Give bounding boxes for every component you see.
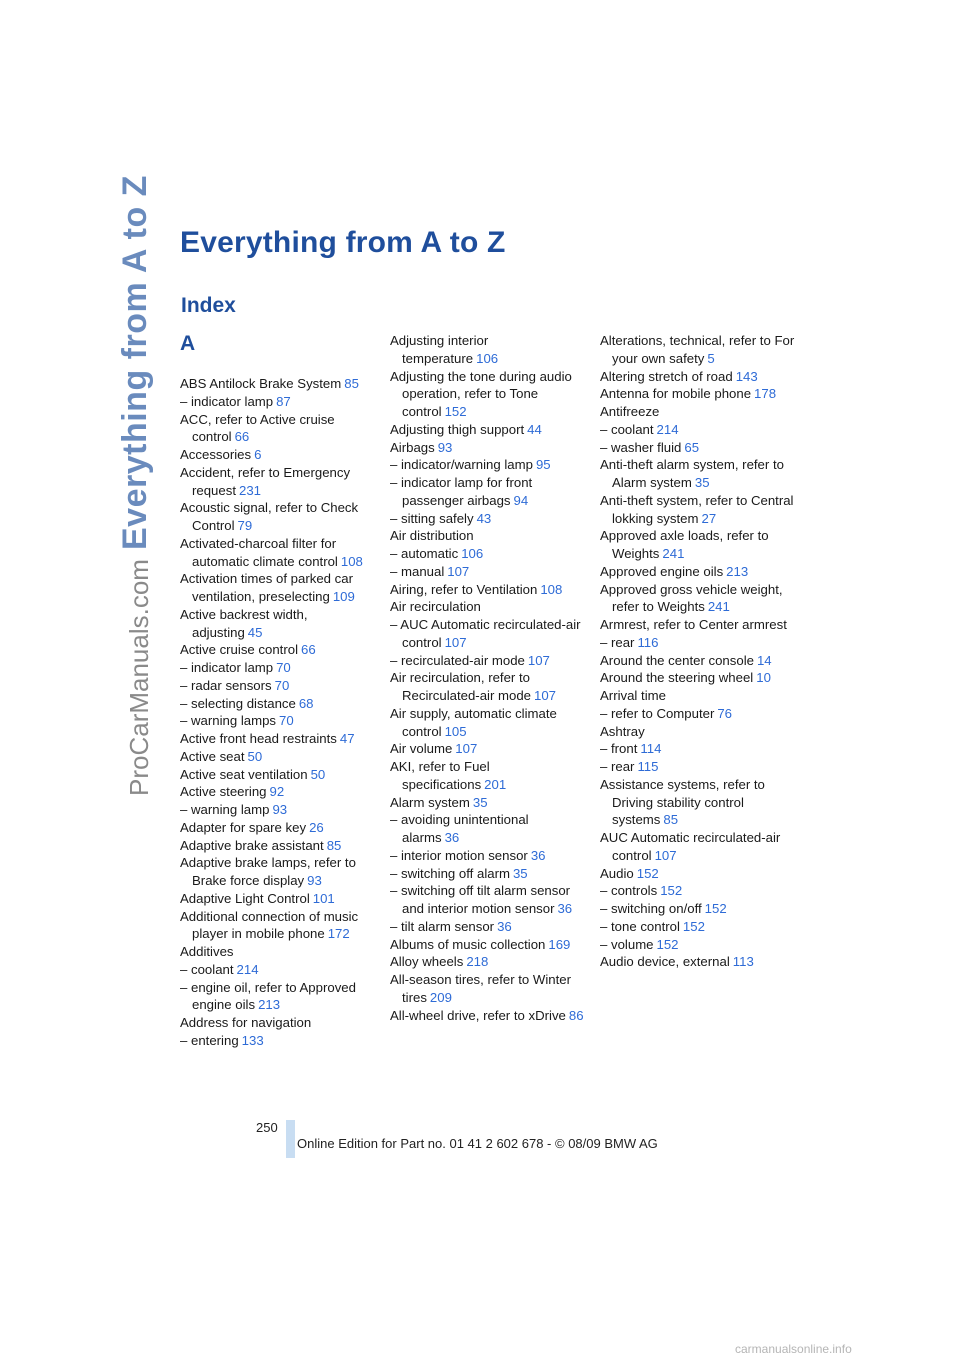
index-entry-text: Air recirculation xyxy=(390,599,481,615)
index-entry-text: – tilt alarm sensor xyxy=(390,918,495,934)
index-page-link[interactable]: 152 xyxy=(656,936,679,952)
index-page-link[interactable]: 65 xyxy=(684,439,700,455)
index-page-link[interactable]: 116 xyxy=(637,634,659,650)
index-entry-text: Active front head restraints xyxy=(180,731,337,746)
index-page-link[interactable]: 105 xyxy=(444,723,467,739)
index-entry xyxy=(180,890,375,908)
index-entry-text: Activation times of parked car ventilation, preselecting xyxy=(180,571,353,604)
index-entry-text: – rear xyxy=(600,759,635,774)
index-entry xyxy=(180,748,375,766)
index-entry xyxy=(180,641,375,659)
index-entry xyxy=(600,900,795,918)
index-page-link[interactable]: 241 xyxy=(662,546,685,561)
index-entry-text: Active backrest width, adjusting xyxy=(180,606,308,640)
index-entry xyxy=(600,581,795,617)
index-page-link[interactable]: 169 xyxy=(548,936,571,952)
index-entry xyxy=(180,1032,375,1050)
index-entry xyxy=(180,499,375,535)
index-entry-text: Arrival time xyxy=(600,688,666,703)
index-page-link[interactable]: 106 xyxy=(461,546,484,561)
index-entry xyxy=(180,908,375,944)
index-entry-text: Active seat ventilation xyxy=(180,766,308,782)
index-page-link[interactable]: 201 xyxy=(484,776,507,792)
index-entry-text: Active steering xyxy=(180,784,267,800)
index-page-link[interactable]: 66 xyxy=(234,429,250,445)
index-page-link[interactable]: 152 xyxy=(444,404,467,419)
index-page-link[interactable]: 44 xyxy=(527,421,542,437)
index-entry xyxy=(600,492,795,528)
index-page-link[interactable]: 109 xyxy=(332,589,355,604)
page-title: Everything from A to Z xyxy=(180,226,506,259)
footer-edition-note: Online Edition for Part no. 01 41 2 602 678 - © 08/09 BMW AG xyxy=(297,1136,658,1151)
index-entry xyxy=(390,332,585,368)
index-page-link[interactable]: 14 xyxy=(756,652,772,668)
index-entry-text: – engine oil, refer to Approved engine oils xyxy=(180,979,356,1013)
index-page-link[interactable]: 50 xyxy=(247,748,263,764)
index-entry-text: Around the steering wheel xyxy=(600,670,754,686)
index-page-link[interactable]: 143 xyxy=(735,368,758,384)
index-entry xyxy=(180,659,375,677)
index-entry xyxy=(600,634,795,652)
index-entry-text: Alloy wheels xyxy=(390,954,464,970)
index-entry-text: Around the center console xyxy=(600,652,754,668)
index-entry-text: Antifreeze xyxy=(600,404,660,419)
index-entry-text: Additives xyxy=(180,944,234,959)
index-entry xyxy=(390,758,585,794)
index-entry-text: Adjusting thigh support xyxy=(390,421,525,437)
index-entry-text: – selecting distance xyxy=(180,695,296,711)
index-page-link[interactable]: 27 xyxy=(701,510,717,526)
index-entry xyxy=(390,1007,585,1025)
index-page-link[interactable]: 152 xyxy=(704,901,727,916)
index-entry-text: Address for navigation xyxy=(180,1015,312,1030)
index-entry-text: Approved engine oils xyxy=(600,563,724,579)
index-entry xyxy=(600,652,795,670)
index-page-link[interactable]: 43 xyxy=(476,510,492,526)
index-entry xyxy=(600,740,795,758)
index-page-link[interactable]: 107 xyxy=(444,634,467,650)
index-entry xyxy=(180,819,375,837)
index-entry-text: – sitting safely xyxy=(390,510,474,526)
index-entry-text: – controls xyxy=(600,883,658,899)
index-entry-text: – warning lamps xyxy=(180,713,277,729)
index-page-link[interactable]: 76 xyxy=(717,705,733,721)
index-entry-text: – refer to Computer xyxy=(600,705,715,721)
index-entry-text: Accident, refer to Emergency request xyxy=(180,464,351,498)
index-entry-list xyxy=(390,332,585,1024)
footer-accent-bar xyxy=(286,1120,295,1158)
index-entry-text: ABS Antilock Brake System xyxy=(180,376,342,391)
index-entry-text: – indicator lamp xyxy=(180,660,274,675)
index-entry-text: Alterations, technical, refer to For your own safety xyxy=(600,333,795,366)
index-page-link[interactable]: 213 xyxy=(258,997,281,1013)
index-entry xyxy=(600,527,795,563)
index-entry-text: – radar sensors xyxy=(180,677,272,693)
index-entry xyxy=(600,758,795,776)
index-entry-list xyxy=(600,332,795,971)
side-watermark xyxy=(120,559,156,796)
index-page-link[interactable]: 35 xyxy=(472,794,488,810)
side-watermark-text: ProCarManuals.com xyxy=(124,559,154,796)
bottom-watermark: carmanualsonline.info xyxy=(735,1342,852,1356)
index-entry-text: Audio xyxy=(600,865,634,881)
index-entry xyxy=(390,794,585,812)
index-entry xyxy=(600,368,795,386)
index-entry-text: Audio device, external xyxy=(600,954,730,970)
index-entry-text: Approved axle loads, refer to Weights xyxy=(600,528,769,561)
index-entry-text: Anti-theft system, refer to Central lokking system xyxy=(600,492,794,526)
index-page-link[interactable]: 107 xyxy=(455,741,478,757)
index-page-link[interactable]: 79 xyxy=(237,518,253,533)
index-entry xyxy=(180,1014,375,1032)
index-entry xyxy=(390,811,585,847)
index-page-link[interactable]: 214 xyxy=(236,961,259,977)
index-entry xyxy=(600,953,795,971)
index-entry-text: Active seat xyxy=(180,748,245,764)
index-entry-text: Adjusting interior temperature xyxy=(390,333,489,366)
index-entry xyxy=(180,730,375,748)
index-entry-text: – volume xyxy=(600,936,654,952)
index-entry xyxy=(600,456,795,492)
index-entry-text: All-wheel drive, refer to xDrive xyxy=(390,1007,566,1023)
index-page-link[interactable]: 36 xyxy=(530,847,546,863)
index-column-2 xyxy=(390,332,585,1024)
index-entry xyxy=(180,783,375,801)
index-entry xyxy=(600,563,795,581)
index-page-link[interactable]: 172 xyxy=(327,926,350,942)
index-page-link[interactable]: 35 xyxy=(512,865,528,881)
index-entry xyxy=(390,740,585,758)
index-entry xyxy=(600,865,795,883)
index-page-link[interactable]: 107 xyxy=(534,688,557,703)
index-entry xyxy=(600,829,795,865)
index-page-link[interactable]: 107 xyxy=(447,563,470,579)
index-entry xyxy=(180,411,375,447)
index-entry xyxy=(180,393,375,411)
index-entry-text: Air supply, automatic climate control xyxy=(390,705,557,739)
index-entry xyxy=(180,854,375,890)
index-page-link[interactable]: 87 xyxy=(276,393,291,409)
index-entry-text: – entering xyxy=(180,1032,239,1048)
index-entry-text: Assistance systems, refer to Driving stability control systems xyxy=(600,776,765,828)
index-page-link[interactable]: 115 xyxy=(637,759,659,774)
index-page-link[interactable]: 178 xyxy=(754,386,777,402)
index-entry-text: – warning lamp xyxy=(180,802,270,817)
index-entry-text: Air distribution xyxy=(390,528,474,544)
index-entry-text: – manual xyxy=(390,563,445,579)
index-entry-text: Adjusting the tone during audio operation, refer to Tone control xyxy=(390,368,572,419)
index-entry xyxy=(390,918,585,936)
index-entry xyxy=(180,712,375,730)
index-page-link[interactable]: 93 xyxy=(272,802,288,817)
index-entry xyxy=(390,439,585,457)
index-entry xyxy=(390,953,585,971)
index-entry xyxy=(600,918,795,936)
index-entry xyxy=(600,421,795,439)
index-entry-text: Activated-charcoal filter for automatic climate control xyxy=(180,535,338,569)
index-page-link[interactable]: 5 xyxy=(707,350,715,366)
index-page-link[interactable]: 93 xyxy=(307,873,322,888)
index-entry xyxy=(600,616,795,634)
index-page-link[interactable]: 85 xyxy=(344,376,359,391)
index-entry xyxy=(600,723,795,741)
index-entry-text: Active cruise control xyxy=(180,642,298,658)
index-entry xyxy=(390,971,585,1007)
index-entry xyxy=(600,705,795,723)
index-entry-text: – indicator/warning lamp xyxy=(390,457,533,473)
index-entry-text: – washer fluid xyxy=(600,439,682,455)
index-entry-text: – switching on/off xyxy=(600,901,702,916)
page-number: 250 xyxy=(256,1120,278,1135)
index-entry-text: All-season tires, refer to Winter tires xyxy=(390,972,572,1005)
index-entry-text: Adaptive brake lamps, refer to Brake force display xyxy=(180,855,356,888)
index-entry xyxy=(180,464,375,500)
section-title: Index xyxy=(181,294,236,317)
index-entry xyxy=(180,801,375,819)
index-page-link[interactable]: 68 xyxy=(298,695,314,711)
index-entry-text: Adaptive brake assistant xyxy=(180,837,324,853)
index-page-link[interactable]: 6 xyxy=(254,447,262,462)
index-entry-text: – tone control xyxy=(600,918,680,934)
index-entry-text: AUC Automatic recirculated-air control xyxy=(600,830,781,863)
index-entry xyxy=(390,882,585,918)
side-chapter-title-text: Everything from A to Z xyxy=(116,175,154,550)
index-entry-text: Accessories xyxy=(180,447,252,462)
index-entry xyxy=(180,837,375,855)
index-entry xyxy=(390,865,585,883)
index-entry xyxy=(180,446,375,464)
index-entry-text: ACC, refer to Active cruise control xyxy=(180,411,335,445)
index-entry-list xyxy=(180,375,375,1050)
index-entry-text: – switching off tilt alarm sensor and interior motion sensor xyxy=(390,883,571,916)
index-entry xyxy=(390,474,585,510)
index-page-link[interactable]: 45 xyxy=(247,624,263,640)
index-page-link[interactable]: 113 xyxy=(732,954,754,970)
index-entry xyxy=(390,563,585,581)
index-entry xyxy=(180,943,375,961)
index-page-link[interactable]: 36 xyxy=(557,901,573,916)
index-entry xyxy=(390,847,585,865)
index-page-link[interactable]: 209 xyxy=(429,989,452,1005)
index-entry xyxy=(390,581,585,599)
index-page-link[interactable]: 133 xyxy=(241,1032,264,1048)
index-page-link[interactable]: 47 xyxy=(339,731,355,746)
index-page-link[interactable]: 26 xyxy=(309,819,324,835)
index-entry xyxy=(390,936,585,954)
index-page-link[interactable]: 94 xyxy=(513,492,529,508)
index-page-link[interactable]: 214 xyxy=(656,421,679,437)
index-entry-text: – rear xyxy=(600,634,635,650)
index-entry-text: – switching off alarm xyxy=(390,865,510,881)
index-entry-text: – coolant xyxy=(180,961,234,977)
index-page-link[interactable]: 231 xyxy=(239,482,262,498)
index-column-3 xyxy=(600,332,795,971)
index-page-link[interactable]: 93 xyxy=(437,439,453,455)
index-entry-text: Anti-theft alarm system, refer to Alarm system xyxy=(600,457,784,490)
index-entry xyxy=(390,510,585,528)
index-entry xyxy=(600,776,795,829)
index-entry xyxy=(600,687,795,705)
index-entry xyxy=(390,368,585,421)
index-page-link[interactable]: 152 xyxy=(660,883,683,899)
index-page-link[interactable]: 10 xyxy=(756,670,771,686)
index-entry xyxy=(180,570,375,606)
index-entry-text: – AUC Automatic recirculated-air control xyxy=(390,617,581,650)
index-entry-text: Altering stretch of road xyxy=(600,368,733,384)
index-page-link[interactable]: 218 xyxy=(466,954,489,970)
index-entry xyxy=(390,456,585,474)
index-entry xyxy=(180,695,375,713)
index-entry xyxy=(390,705,585,741)
index-entry xyxy=(180,606,375,642)
index-page-link[interactable]: 85 xyxy=(326,837,342,853)
index-page-link[interactable]: 107 xyxy=(654,847,677,863)
index-page-link[interactable]: 36 xyxy=(444,830,460,845)
index-page-link[interactable]: 36 xyxy=(497,918,512,934)
index-entry xyxy=(600,936,795,954)
index-entry-text: Adaptive Light Control xyxy=(180,890,310,906)
index-entry xyxy=(180,535,375,571)
index-entry-text: Approved gross vehicle weight, refer to Weights xyxy=(600,581,783,615)
index-page-link[interactable]: 70 xyxy=(274,677,290,693)
index-page-link[interactable]: 241 xyxy=(707,599,730,615)
side-chapter-title xyxy=(116,175,160,550)
index-entry-text: Airbags xyxy=(390,439,435,455)
index-page-link[interactable]: 70 xyxy=(276,660,291,675)
index-entry xyxy=(390,616,585,652)
index-entry xyxy=(390,669,585,705)
index-page-link[interactable]: 106 xyxy=(476,350,499,366)
index-page-link[interactable]: 35 xyxy=(694,475,710,490)
index-entry xyxy=(180,979,375,1015)
index-entry xyxy=(600,385,795,403)
index-letter-heading: A xyxy=(180,332,196,355)
index-entry xyxy=(390,527,585,545)
index-entry xyxy=(390,421,585,439)
index-entry-text: – indicator lamp for front passenger airbags xyxy=(390,475,533,508)
index-entry-text: Alarm system xyxy=(390,794,470,810)
index-page-link[interactable]: 95 xyxy=(535,457,551,473)
index-entry-text: Adapter for spare key xyxy=(180,819,307,835)
index-entry xyxy=(390,598,585,616)
index-page-link[interactable]: 213 xyxy=(726,563,749,579)
index-page-link[interactable]: 92 xyxy=(269,784,285,800)
index-entry-text: Air recirculation, refer to Recirculated-air mode xyxy=(390,670,531,703)
index-entry xyxy=(600,439,795,457)
index-entry xyxy=(180,961,375,979)
index-entry-text: – recirculated-air mode xyxy=(390,652,525,668)
index-entry-text: – front xyxy=(600,741,638,757)
index-page-link[interactable]: 108 xyxy=(340,553,363,569)
index-entry-text: – coolant xyxy=(600,421,654,437)
index-entry-text: – interior motion sensor xyxy=(390,847,528,863)
index-page-link[interactable]: 152 xyxy=(636,865,659,881)
index-entry xyxy=(600,882,795,900)
index-entry-text: – avoiding unintentional alarms xyxy=(390,812,529,845)
index-entry xyxy=(180,766,375,784)
index-entry-text: Air volume xyxy=(390,741,453,757)
index-page-link[interactable]: 86 xyxy=(568,1007,584,1023)
index-entry-text: Albums of music collection xyxy=(390,936,546,952)
index-page-link[interactable]: 107 xyxy=(527,652,550,668)
index-entry-text: – indicator lamp xyxy=(180,393,274,409)
index-entry xyxy=(600,669,795,687)
index-page-link[interactable]: 85 xyxy=(663,812,679,828)
index-entry-text: Additional connection of music player in mobile phone xyxy=(180,908,359,942)
index-entry xyxy=(600,403,795,421)
index-page-link[interactable]: 101 xyxy=(312,890,335,906)
index-page-link[interactable]: 152 xyxy=(682,918,705,934)
index-entry-text: Airing, refer to Ventilation xyxy=(390,581,538,597)
index-entry-text: Ashtray xyxy=(600,723,645,739)
index-entry xyxy=(390,652,585,670)
index-page-link[interactable]: 108 xyxy=(540,581,563,597)
index-entry-text: – automatic xyxy=(390,546,459,561)
index-entry-text: AKI, refer to Fuel specifications xyxy=(390,759,490,792)
index-page-link[interactable]: 50 xyxy=(310,766,326,782)
index-page-link[interactable]: 70 xyxy=(279,713,294,729)
index-entry xyxy=(600,332,795,368)
index-column-1 xyxy=(180,332,375,1050)
index-entry-text: Antenna for mobile phone xyxy=(600,386,752,402)
index-entry-text: Acoustic signal, refer to Check Control xyxy=(180,500,359,533)
index-page-link[interactable]: 114 xyxy=(640,741,662,757)
index-page-link[interactable]: 66 xyxy=(301,642,316,658)
index-entry xyxy=(390,545,585,563)
index-entry-text: Armrest, refer to Center armrest xyxy=(600,617,787,632)
index-entry xyxy=(180,375,375,393)
index-entry xyxy=(180,677,375,695)
